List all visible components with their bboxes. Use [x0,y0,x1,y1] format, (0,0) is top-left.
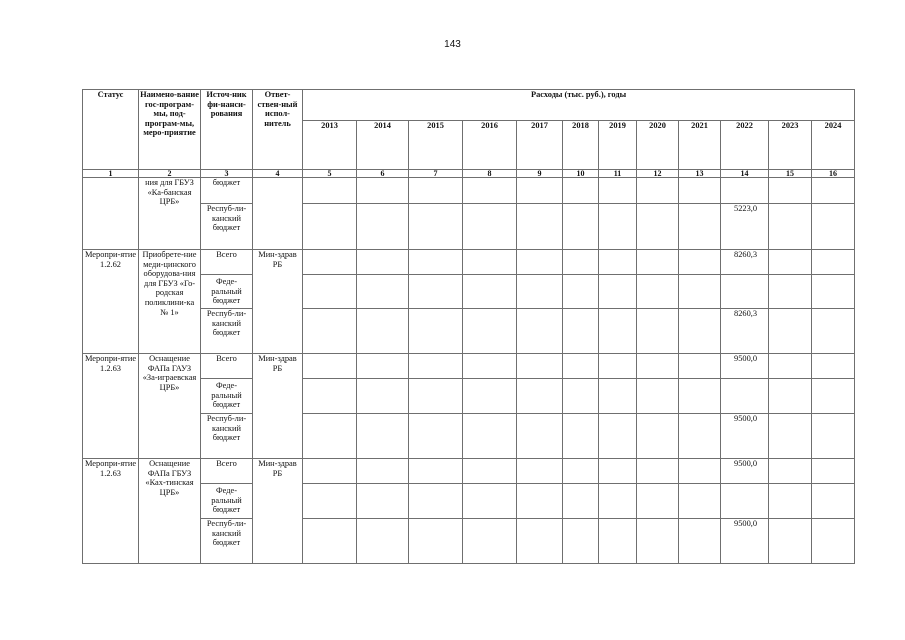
value-2022 [721,379,769,414]
activity-status: Меропри-ятие 1.2.62 [83,250,139,354]
column-number: 4 [253,170,303,178]
funding-source: Респуб-ли-канский бюджет [201,309,253,354]
funding-source: Респуб-ли-канский бюджет [201,414,253,459]
column-number-row [83,170,855,178]
year-header: 2022 [721,121,769,170]
column-number: 12 [637,170,679,178]
activity-name: ния для ГБУЗ «Ка-банская ЦРБ» [139,178,201,250]
activity-name: Оснащение ФАПа ГБУЗ «Ках-тинская ЦРБ» [139,459,201,564]
column-number: 8 [463,170,517,178]
table-row [83,459,855,484]
table-row [83,354,855,379]
column-number: 16 [812,170,855,178]
year-header: 2015 [409,121,463,170]
year-header: 2018 [563,121,599,170]
year-header: 2016 [463,121,517,170]
expenses-table [82,89,855,564]
funding-source: Всего [201,250,253,275]
header-executor: Ответ-ствен-ный испол-нитель [253,90,303,170]
funding-source: Респуб-ли-канский бюджет [201,204,253,250]
funding-source: бюджет [201,178,253,204]
activity-executor: Мин-здрав РБ [253,459,303,564]
column-number: 15 [769,170,812,178]
page-number: 143 [444,39,461,50]
value-2022: 9500,0 [721,459,769,484]
funding-source: Феде-ральный бюджет [201,275,253,309]
value-2022 [721,484,769,519]
funding-source: Феде-ральный бюджет [201,379,253,414]
header-expenses: Расходы (тыс. руб.), годы [303,90,855,121]
header-source: Источ-ник фи-нанси-рования [201,90,253,170]
column-number: 2 [139,170,201,178]
value-2022: 5223,0 [721,204,769,250]
funding-source: Всего [201,354,253,379]
header-name: Наимено-вание гос-програм-мы, под-програм-мы, меро-приятие [139,90,201,170]
column-number: 1 [83,170,139,178]
activity-status: Меропри-ятие 1.2.63 [83,354,139,459]
activity-name: Оснащение ФАПа ГАУЗ «За-играевская ЦРБ» [139,354,201,459]
value-2022: 9500,0 [721,354,769,379]
activity-executor: Мин-здрав РБ [253,354,303,459]
funding-source: Всего [201,459,253,484]
column-number: 10 [563,170,599,178]
column-number: 13 [679,170,721,178]
year-header: 2024 [812,121,855,170]
year-header: 2021 [679,121,721,170]
funding-source: Феде-ральный бюджет [201,484,253,519]
status-cell [83,178,139,250]
activity-name: Приобрете-ние меди-цинского оборудова-ния для ГБУЗ «Го-родская поликлини-ка № 1» [139,250,201,354]
value-2022: 8260,3 [721,250,769,275]
header-status: Статус [83,90,139,170]
table-row [83,178,855,204]
year-header: 2020 [637,121,679,170]
year-header: 2017 [517,121,563,170]
year-header: 2014 [357,121,409,170]
column-number: 6 [357,170,409,178]
year-header: 2019 [599,121,637,170]
column-number: 11 [599,170,637,178]
year-header: 2013 [303,121,357,170]
year-header: 2023 [769,121,812,170]
column-number: 14 [721,170,769,178]
column-number: 9 [517,170,563,178]
value-2022: 9500,0 [721,414,769,459]
column-number: 5 [303,170,357,178]
column-number: 3 [201,170,253,178]
value-2022 [721,275,769,309]
table-row [83,250,855,275]
activity-executor: Мин-здрав РБ [253,250,303,354]
value-2022: 9500,0 [721,519,769,564]
executor-cell [253,178,303,250]
value-2022: 8260,3 [721,309,769,354]
activity-status: Меропри-ятие 1.2.63 [83,459,139,564]
funding-source: Респуб-ли-канский бюджет [201,519,253,564]
column-number: 7 [409,170,463,178]
